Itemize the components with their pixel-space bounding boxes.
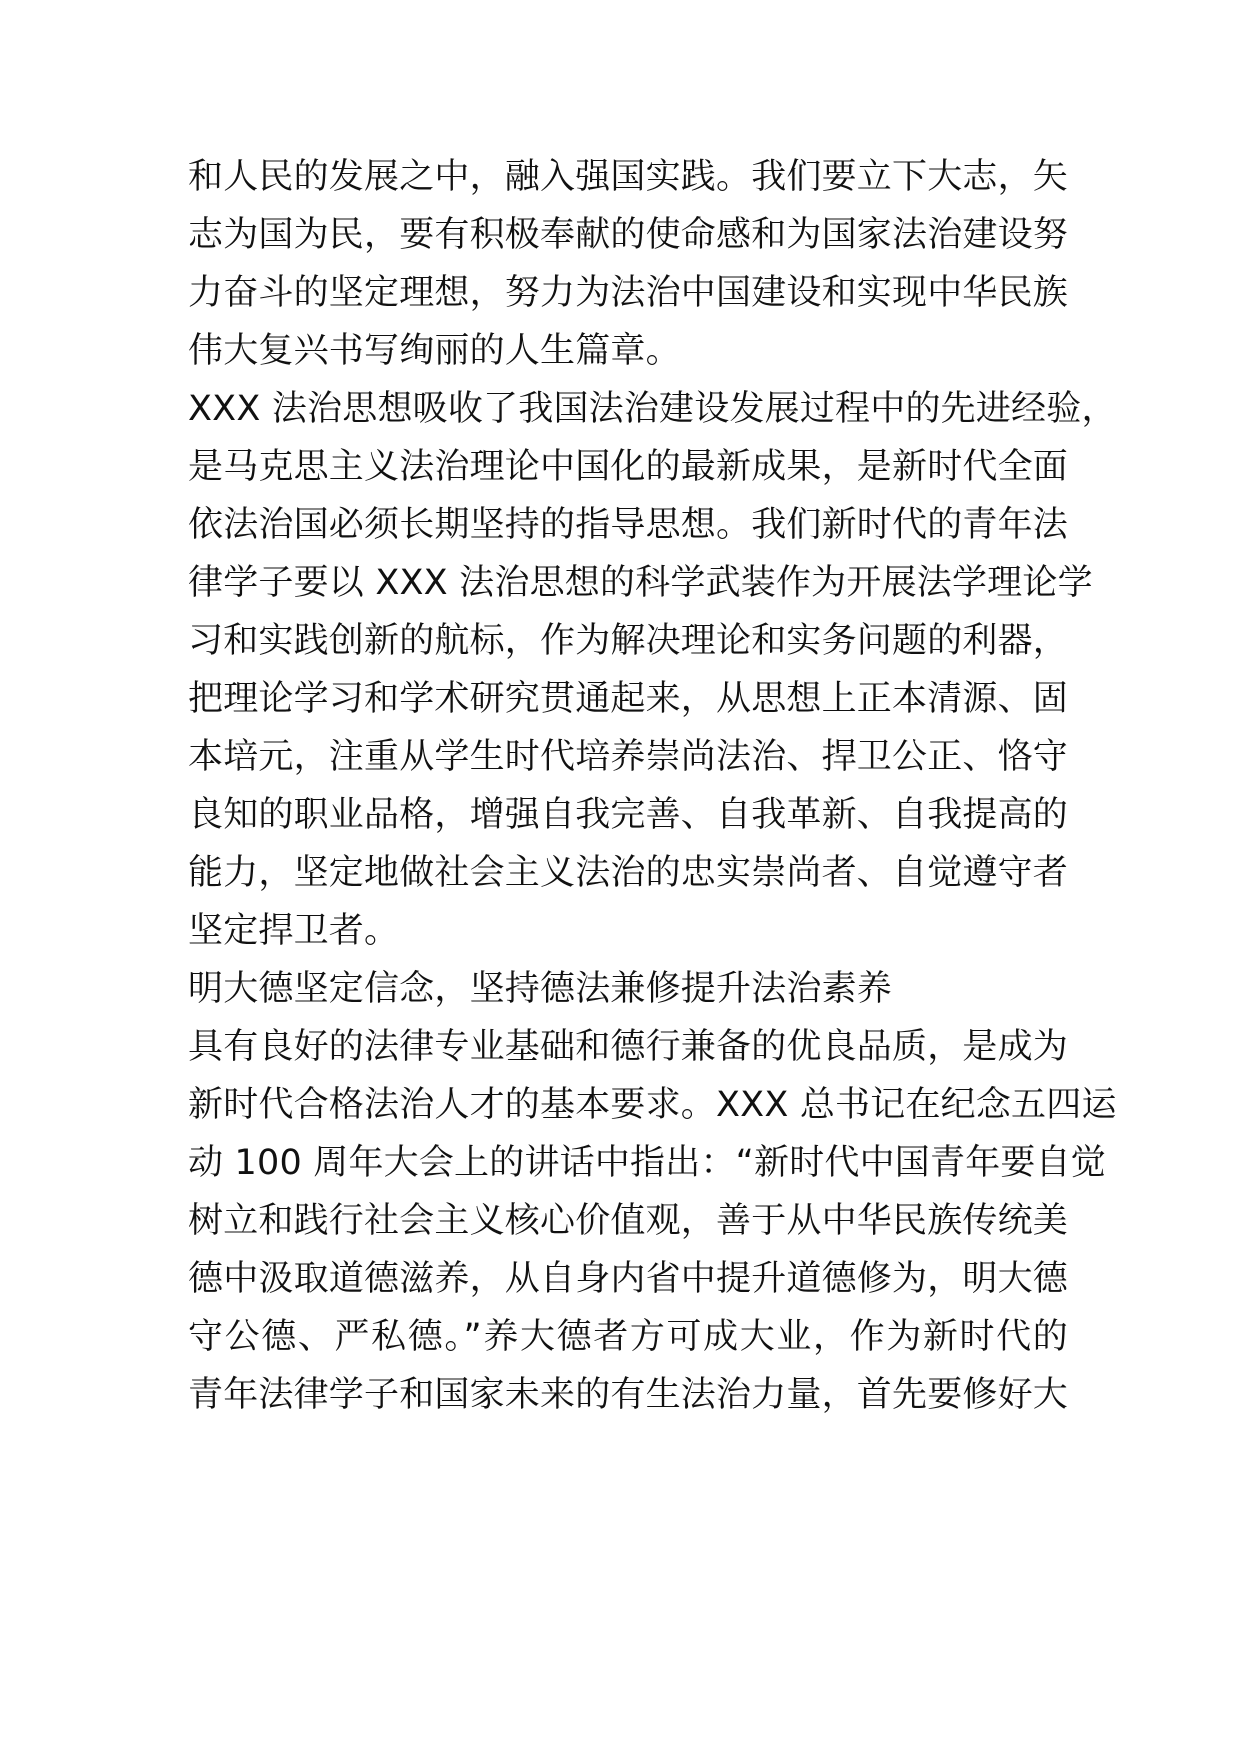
section-heading: 明大德坚定信念，坚持德法兼修提升法治素养 [188,969,893,1009]
text-line: 具有良好的法律专业基础和德行兼备的优良品质，是成为 [188,1027,1069,1067]
text-line: 能力，坚定地做社会主义法治的忠实崇尚者、自觉遵守者 [188,853,1069,893]
text-line: 志为国为民，要有积极奉献的使命感和为国家法治建设努 [188,215,1069,255]
text-line: 力奋斗的坚定理想，努力为法治中国建设和实现中华民族 [188,273,1069,313]
text-line: 树立和践行社会主义核心价值观，善于从中华民族传统美 [188,1201,1069,1241]
text-line: 律学子要以 XXX 法治思想的科学武装作为开展法学理论学 [188,563,1093,603]
text-line: 习和实践创新的航标，作为解决理论和实务问题的利器， [188,621,1069,661]
text-line: 动 100 周年大会上的讲话中指出：“新时代中国青年要自觉 [188,1143,1106,1183]
text-line: 守公德、严私德。”养大德者方可成大业，作为新时代的 [188,1317,1068,1357]
text-line: 和人民的发展之中，融入强国实践。我们要立下大志，矢 [188,157,1069,197]
text-line: 把理论学习和学术研究贯通起来，从思想上正本清源、固 [188,679,1069,719]
text-line: 良知的职业品格，增强自我完善、自我革新、自我提高的 [188,795,1069,835]
text-line: 本培元，注重从学生时代培养崇尚法治、捍卫公正、恪守 [188,737,1069,777]
text-line: XXX 法治思想吸收了我国法治建设发展过程中的先进经验， [188,389,1117,429]
text-line: 青年法律学子和国家未来的有生法治力量，首先要修好大 [188,1375,1069,1415]
text-line: 是马克思主义法治理论中国化的最新成果，是新时代全面 [188,447,1069,487]
text-line: 伟大复兴书写绚丽的人生篇章。 [188,331,681,371]
text-line: 新时代合格法治人才的基本要求。XXX 总书记在纪念五四运 [188,1085,1117,1125]
text-line: 坚定捍卫者。 [188,911,400,951]
text-line: 依法治国必须长期坚持的指导思想。我们新时代的青年法 [188,505,1069,545]
text-line: 德中汲取道德滋养，从自身内省中提升道德修为，明大德 [188,1259,1069,1299]
